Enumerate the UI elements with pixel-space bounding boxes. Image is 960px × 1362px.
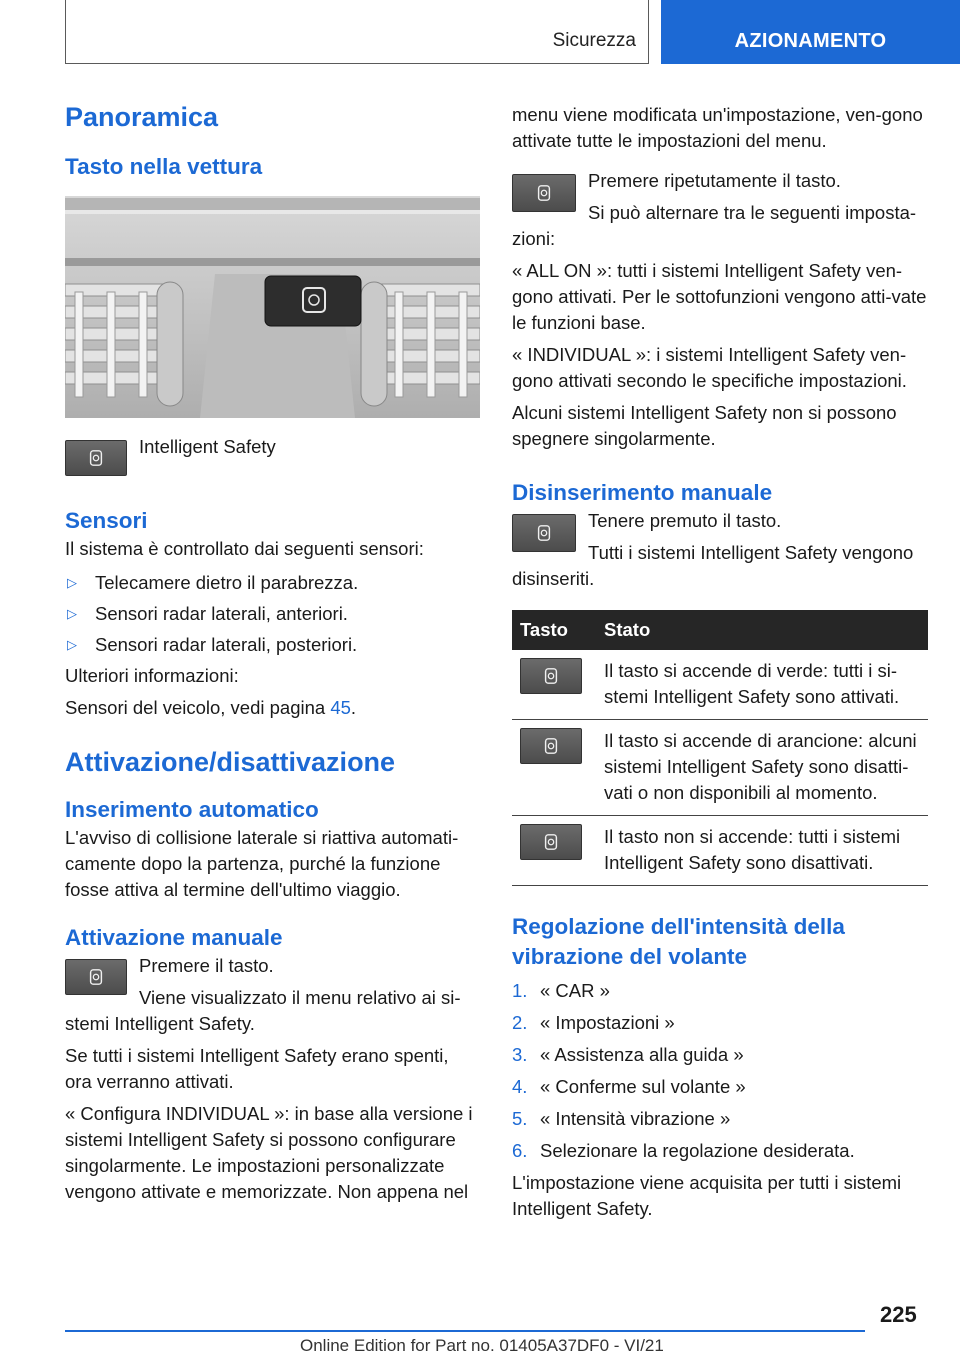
- header-chapter: AZIONAMENTO: [661, 0, 960, 64]
- table-row: [512, 816, 928, 886]
- status-table: [512, 610, 928, 886]
- header-section: Sicurezza: [552, 30, 636, 51]
- all-on-text: « ALL ON »: tutti i sistemi Intelligent Safety ven-gono attivati. Per le sottofunzioni vengono atti-vate le funzioni base.: [512, 260, 927, 333]
- heading-button-in-car: Tasto nella vettura: [65, 154, 263, 179]
- manual-step-2: Viene visualizzato il menu relativo ai si-stemi Intelligent Safety.: [65, 987, 461, 1034]
- list-item: 1. « CAR »: [512, 980, 610, 1001]
- intelligent-safety-button: [520, 824, 582, 860]
- intelligent-safety-button: [512, 174, 576, 212]
- intelligent-safety-icon: [535, 184, 553, 202]
- more-info-label: Ulteriori informazioni:: [65, 665, 239, 686]
- heading-sensors: Sensori: [65, 508, 148, 533]
- list-item: 5. « Intensità vibrazione »: [512, 1108, 731, 1129]
- intelligent-safety-icon: [87, 968, 105, 986]
- manual-step-4: « Configura INDIVIDUAL »: in base alla versione i sistemi Intelligent Safety si possono configurare singolarmente. Le impostazioni personalizzate vengono attivate e memorizzate. Non appena nel: [65, 1103, 473, 1202]
- continued-text: menu viene modificata un'impostazione, ven-gono attivate tutte le impostazioni del menu.: [512, 104, 923, 151]
- off-step-1: Tenere premuto il tasto.: [588, 510, 782, 531]
- manual-step-1: Premere il tasto.: [139, 955, 274, 976]
- table-row: [512, 720, 928, 816]
- col-key-header: Tasto: [512, 610, 596, 650]
- off-step-2: Tutti i sistemi Intelligent Safety vengono disinseriti.: [512, 542, 914, 589]
- state-cell: Il tasto non si accende: tutti i sistemi Intelligent Safety sono disattivati.: [596, 816, 928, 886]
- intelligent-safety-icon: [542, 667, 560, 685]
- heading-vibration: Regolazione dell'intensità della vibrazione del volante: [512, 914, 845, 969]
- table-header-row: [512, 610, 928, 650]
- header-section-box: [65, 0, 649, 64]
- triangle-bullet-icon: ▷: [67, 575, 77, 590]
- right-column: [512, 100, 928, 1222]
- list-item: ▷ Sensori radar laterali, anteriori.: [65, 601, 480, 627]
- list-item: 6. Selezionare la regolazione desiderata.: [512, 1140, 855, 1161]
- auto-text: L'avviso di collisione laterale si riattiva automati-camente dopo la partenza, purché la funzione fosse attiva al termine dell'ultimo viaggio.: [65, 827, 459, 900]
- triangle-bullet-icon: ▷: [67, 606, 77, 621]
- repeat-step-1: Premere ripetutamente il tasto.: [588, 170, 841, 191]
- some-systems-text: Alcuni sistemi Intelligent Safety non si possono spegnere singolarmente.: [512, 402, 897, 449]
- col-state-header: Stato: [596, 610, 928, 650]
- footer-edition: Online Edition for Part no. 01405A37DF0 - VI/21: [300, 1336, 664, 1355]
- left-column: [65, 100, 480, 1205]
- button-caption: Intelligent Safety: [139, 436, 276, 457]
- intelligent-safety-button: [65, 440, 127, 476]
- list-item: 2. « Impostazioni »: [512, 1012, 675, 1033]
- state-cell: Il tasto si accende di arancione: alcuni sistemi Intelligent Safety sono disatti-vati o non disponibili al momento.: [596, 720, 928, 816]
- intelligent-safety-button: [512, 514, 576, 552]
- intelligent-safety-icon: [87, 449, 105, 467]
- final-text: L'impostazione viene acquisita per tutti i sistemi Intelligent Safety.: [512, 1172, 902, 1219]
- repeat-step-2: Si può alternare tra le seguenti imposta-zioni:: [512, 202, 917, 249]
- list-item: ▷ Telecamere dietro il parabrezza.: [65, 570, 480, 596]
- intelligent-safety-icon: [542, 737, 560, 755]
- sensors-intro: Il sistema è controllato dai seguenti sensori:: [65, 538, 424, 559]
- triangle-bullet-icon: ▷: [67, 637, 77, 652]
- intelligent-safety-button: [520, 728, 582, 764]
- dashboard-photo: [65, 196, 480, 418]
- list-item: ▷ Sensori radar laterali, posteriori.: [65, 632, 480, 658]
- intelligent-safety-icon: [535, 524, 553, 542]
- intelligent-safety-icon: [542, 833, 560, 851]
- page-number: 225: [880, 1302, 917, 1327]
- state-cell: Il tasto si accende di verde: tutti i si-stemi Intelligent Safety sono attivati.: [596, 650, 928, 720]
- heading-manual-activation: Attivazione manuale: [65, 925, 283, 950]
- page-link[interactable]: 45: [330, 697, 351, 718]
- footer-divider: [65, 1330, 865, 1332]
- manual-step-3: Se tutti i sistemi Intelligent Safety erano spenti, ora verranno attivati.: [65, 1045, 449, 1092]
- table-row: [512, 650, 928, 720]
- heading-auto-activation: Inserimento automatico: [65, 797, 319, 822]
- individual-text: « INDIVIDUAL »: i sistemi Intelligent Safety ven-gono attivati secondo le specifiche impostazioni.: [512, 344, 907, 391]
- more-info-text: Sensori del veicolo, vedi pagina 45.: [65, 697, 357, 718]
- heading-manual-off: Disinserimento manuale: [512, 480, 773, 505]
- heading-activation: Attivazione/disattivazione: [65, 747, 396, 777]
- heading-overview: Panoramica: [65, 102, 219, 132]
- intelligent-safety-button: [65, 959, 127, 995]
- list-item: 3. « Assistenza alla guida »: [512, 1044, 744, 1065]
- intelligent-safety-button: [520, 658, 582, 694]
- list-item: 4. « Conferme sul volante »: [512, 1076, 746, 1097]
